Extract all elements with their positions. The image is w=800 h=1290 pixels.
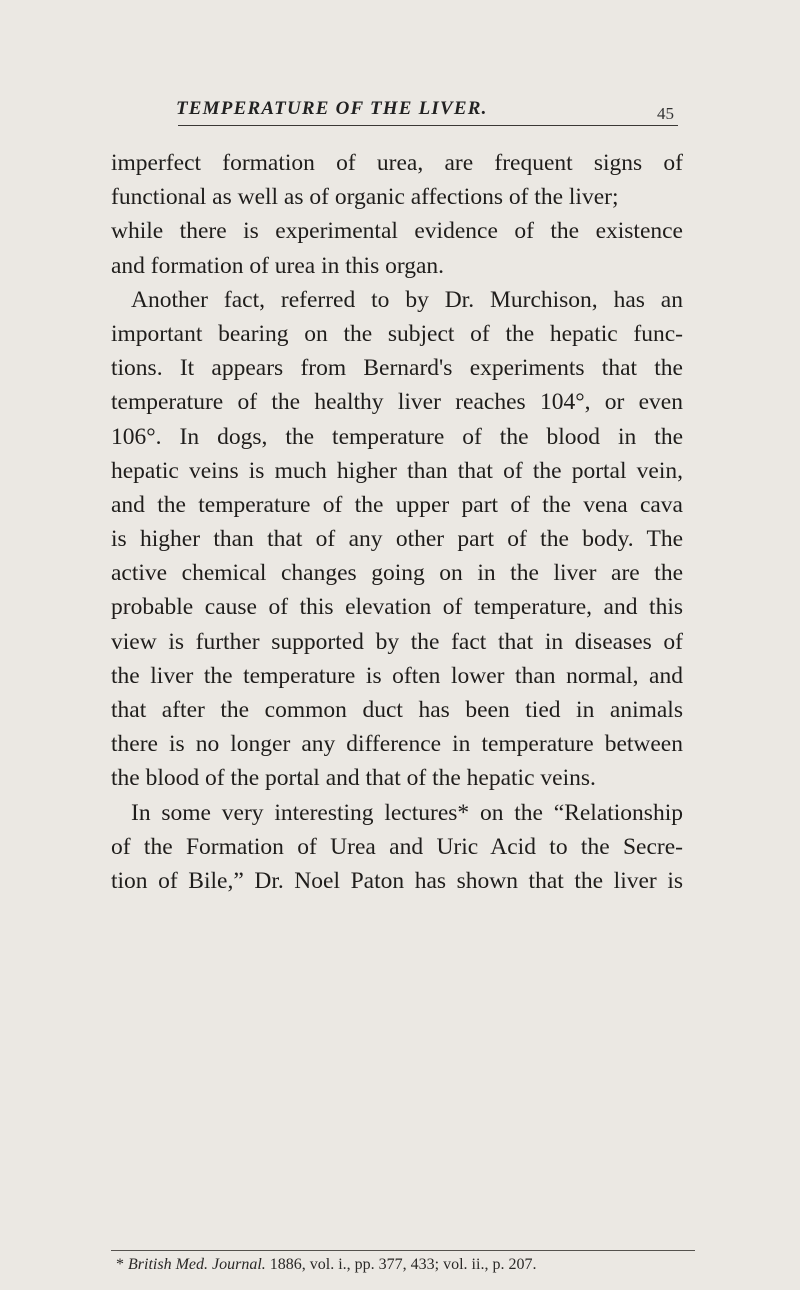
- footnote-marker: *: [116, 1256, 124, 1273]
- header-rule: [178, 125, 678, 126]
- footnote-citation: 1886, vol. i., pp. 377, 433; vol. ii., p. 207.: [269, 1256, 537, 1273]
- text-line: active chemical changes going on in the liver are the: [111, 560, 683, 587]
- text-line: that after the common duct has been tied in animals: [111, 697, 683, 723]
- text-line: In some very interesting lectures* on the “Relationship: [131, 799, 683, 826]
- text-line: view is further supported by the fact that in diseases of: [111, 628, 683, 655]
- text-line: is higher than that of any other part of the body. The: [111, 526, 683, 553]
- text-line: the liver the temperature is often lower than normal, and: [111, 662, 683, 689]
- footnote: [116, 1256, 536, 1274]
- text-line: of the Formation of Urea and Uric Acid to the Secre-: [111, 833, 683, 860]
- footnote-source: British Med. Journal.: [128, 1256, 266, 1273]
- text-line: hepatic veins is much higher than that of the portal vein,: [111, 457, 683, 484]
- body-text: [111, 146, 683, 898]
- running-title: TEMPERATURE OF THE LIVER.: [176, 98, 488, 119]
- text-line: imperfect formation of urea, are frequent signs of: [111, 150, 683, 176]
- text-line: important bearing on the subject of the hepatic func-: [111, 320, 683, 347]
- text-line: functional as well as of organic affections of the liver;: [111, 184, 619, 211]
- running-head: [0, 98, 800, 128]
- footnote-rule: [111, 1250, 695, 1251]
- text-line: the blood of the portal and that of the hepatic veins.: [111, 765, 596, 792]
- text-line: tion of Bile,” Dr. Noel Paton has shown that the liver is: [111, 867, 683, 894]
- text-line: tions. It appears from Bernard's experiments that the: [111, 355, 683, 382]
- text-line: there is no longer any difference in temperature between: [111, 731, 683, 758]
- page-number: 45: [657, 104, 674, 123]
- text-line: and formation of urea in this organ.: [111, 252, 445, 279]
- text-line: and the temperature of the upper part of the vena cava: [111, 491, 683, 518]
- text-line: 106°. In dogs, the temperature of the blood in the: [111, 423, 683, 450]
- text-line: temperature of the healthy liver reaches 104°, or even: [111, 389, 683, 416]
- text-line: probable cause of this elevation of temperature, and this: [111, 594, 683, 621]
- text-line: Another fact, referred to by Dr. Murchison, has an: [131, 286, 683, 313]
- text-line: while there is experimental evidence of the existence: [111, 218, 683, 245]
